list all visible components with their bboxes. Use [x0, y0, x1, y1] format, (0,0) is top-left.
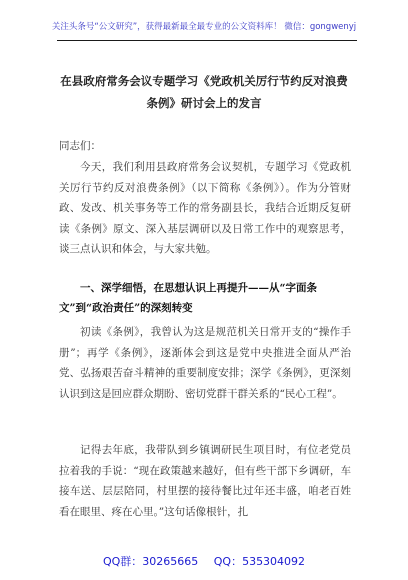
document-title [40, 70, 368, 114]
intro-paragraph: 今天，我们利用县政府常务会议契机，专题学习《党政机关厉行节约反对浪费条例》（以下简称《条例》）。作为分管财政、发改、机关事务等工作的常务副县长，我结合近期反复研读《条例》原文、深入基层调研以及日常工作中的观察思考，谈三点认识和体会，与大家共勉。 [59, 161, 351, 255]
page-footer [0, 553, 408, 569]
section-heading-1: 一、深学细悟，在思想认识上再提升——从“字面条文”到“政治责任”的深刻转变 [59, 282, 318, 314]
footer-qq-group: QQ群：30265665 [102, 555, 199, 568]
title-line-2: 条例》研讨会上的发言 [146, 96, 262, 110]
title-line-1: 在县政府常务会议专题学习《党政机关厉行节约反对浪费 [60, 74, 348, 88]
page-header [0, 0, 408, 52]
footer-qq: QQ：535304092 [213, 555, 306, 568]
header-notice: 关注头条号“公文研究”，获得最新最全最专业的公文资料库！ 微信：gongwenyj [51, 22, 357, 32]
body-paragraph-3: 记得去年底，我带队到乡镇调研民生项目时，有位老党员拉着我的手说：“现在政策越来越好，但有些干部下乡调研，车接车送、层层陪同，村里摆的接待餐比过年还丰盛，咱老百姓看在眼里、疼在心里。”这句话像根针，扎 [59, 444, 351, 518]
header-divider [57, 40, 357, 41]
salutation: 同志们： [59, 140, 101, 152]
body-paragraph-2: 初读《条例》，我曾认为这是规范机关日常开支的“操作手册”；再学《条例》，逐渐体会到这是党中央推进全面从严治党、弘扬艰苦奋斗精神的重要制度安排；深学《条例》，更深刻认识到这是回应群众期盼、密切党群干群关系的“民心工程”。 [59, 326, 351, 400]
